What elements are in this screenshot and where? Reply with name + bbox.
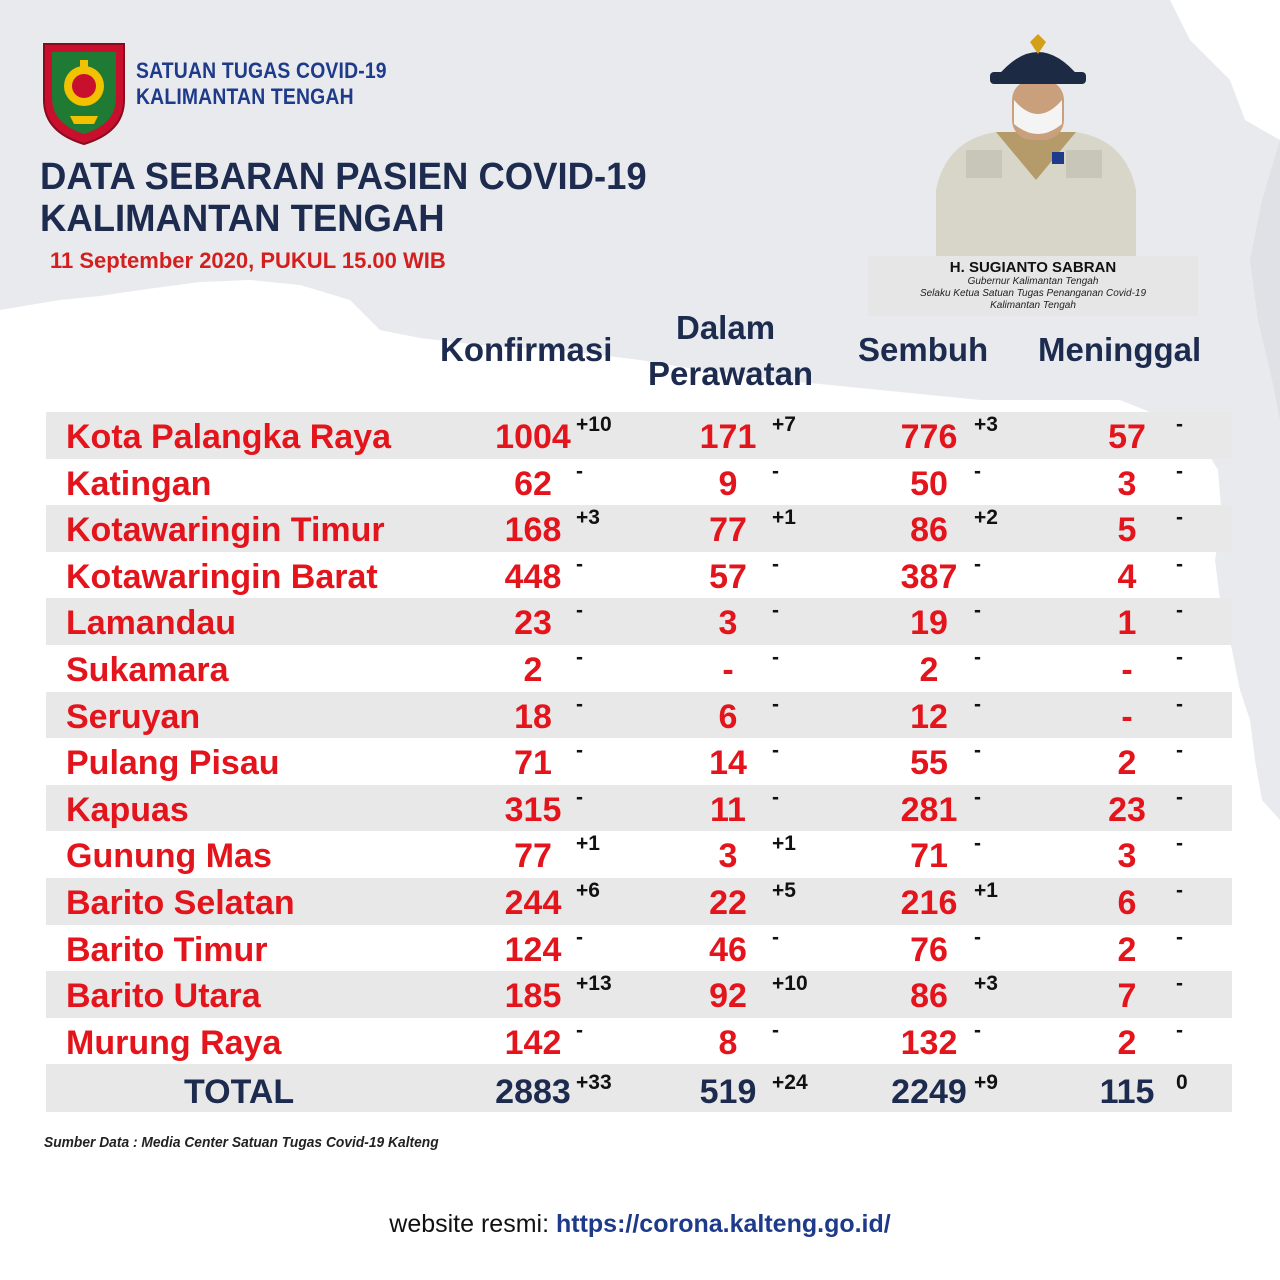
total-konfirmasi-delta: +33 (576, 1071, 612, 1095)
perawatan-delta: +1 (772, 506, 796, 530)
perawatan-value: 9 (718, 464, 738, 503)
data-table (46, 412, 1232, 1112)
perawatan-value: 22 (709, 883, 747, 922)
konfirmasi-delta: - (576, 739, 583, 763)
table-row (46, 785, 1232, 832)
meninggal-delta: - (1176, 972, 1183, 996)
region-name: Pulang Pisau (66, 744, 280, 783)
governor-photo (926, 20, 1146, 256)
total-meninggal-delta: 0 (1176, 1071, 1188, 1095)
meninggal-delta: - (1176, 645, 1183, 669)
perawatan-value: 11 (710, 790, 746, 829)
konfirmasi-value: 185 (504, 977, 562, 1016)
sembuh-value: 86 (910, 511, 948, 550)
konfirmasi-value: 62 (514, 464, 552, 503)
konfirmasi-value: 124 (504, 930, 562, 969)
website-label: website resmi: (389, 1210, 556, 1238)
sembuh-delta: +3 (974, 413, 998, 436)
perawatan-delta: +10 (772, 972, 808, 996)
konfirmasi-delta: - (576, 599, 583, 623)
perawatan-value: 8 (718, 1023, 738, 1062)
meninggal-value: 23 (1108, 790, 1146, 829)
meninggal-value: 3 (1117, 837, 1137, 876)
org-name-line2: KALIMANTAN TENGAH (136, 84, 354, 109)
konfirmasi-value: 18 (514, 697, 552, 736)
governor-caption (868, 256, 1198, 316)
sembuh-value: 76 (910, 930, 948, 969)
data-source-note: Sumber Data : Media Center Satuan Tugas Covid-19 Kalteng (44, 1134, 439, 1151)
table-row (46, 459, 1232, 506)
perawatan-delta: - (772, 645, 779, 669)
meninggal-value: 4 (1117, 557, 1137, 596)
page-title-line2: KALIMANTAN TENGAH (40, 198, 445, 240)
meninggal-delta: - (1176, 692, 1183, 716)
sembuh-delta: - (974, 785, 981, 809)
perawatan-value: 6 (718, 697, 738, 736)
website-line (0, 1210, 1280, 1239)
sembuh-value: 12 (910, 697, 948, 736)
table-row (46, 692, 1232, 739)
region-name: Kotawaringin Timur (66, 511, 385, 550)
website-url-link[interactable]: https://corona.kalteng.go.id/ (555, 1210, 891, 1238)
konfirmasi-value: 2 (523, 650, 543, 689)
konfirmasi-delta: - (576, 692, 583, 716)
konfirmasi-delta: +1 (576, 832, 600, 856)
perawatan-value: 77 (709, 511, 747, 550)
meninggal-delta: - (1176, 739, 1183, 763)
region-name: Kotawaringin Barat (66, 557, 378, 596)
governor-title1: Gubernur Kalimantan Tengah (967, 276, 1099, 287)
region-name: Sukamara (66, 650, 229, 689)
total-sembuh-delta: +9 (974, 1071, 998, 1095)
table-row (46, 412, 1232, 459)
sembuh-value: 19 (910, 604, 948, 643)
perawatan-value: 14 (709, 744, 747, 783)
kalteng-emblem-logo (40, 40, 128, 146)
region-name: Kota Palangka Raya (66, 418, 392, 456)
sembuh-value: 71 (910, 837, 948, 876)
region-name: Murung Raya (66, 1023, 282, 1062)
konfirmasi-delta: - (576, 785, 583, 809)
perawatan-delta: - (772, 1018, 779, 1042)
meninggal-value: - (1121, 650, 1133, 689)
table-row (46, 831, 1232, 878)
sembuh-value: 776 (900, 418, 958, 456)
perawatan-value: 92 (709, 977, 747, 1016)
governor-name: H. SUGIANTO SABRAN (949, 259, 1117, 276)
perawatan-delta: - (772, 739, 779, 763)
sembuh-delta: - (974, 692, 981, 716)
meninggal-value: - (1121, 697, 1133, 736)
konfirmasi-delta: +10 (576, 413, 612, 436)
sembuh-delta: - (974, 599, 981, 623)
konfirmasi-value: 1004 (495, 418, 571, 456)
table-row (46, 505, 1232, 552)
perawatan-delta: - (772, 599, 779, 623)
meninggal-value: 2 (1117, 744, 1137, 783)
region-name: Barito Utara (66, 977, 261, 1016)
konfirmasi-value: 77 (514, 837, 552, 876)
sembuh-value: 132 (900, 1023, 958, 1062)
konfirmasi-value: 71 (514, 744, 552, 783)
region-name: Lamandau (66, 604, 237, 643)
col-header-meninggal: Meninggal (1038, 331, 1202, 368)
table-row (46, 878, 1232, 925)
perawatan-delta: +5 (772, 878, 796, 902)
perawatan-delta: +7 (772, 413, 796, 436)
region-name: Kapuas (66, 790, 189, 829)
table-row (46, 598, 1232, 645)
meninggal-value: 2 (1117, 930, 1137, 969)
meninggal-value: 2 (1117, 1023, 1137, 1062)
meninggal-delta: - (1176, 459, 1183, 483)
konfirmasi-value: 142 (504, 1023, 562, 1062)
perawatan-value: 3 (718, 837, 738, 876)
konfirmasi-delta: +6 (576, 878, 600, 902)
konfirmasi-value: 244 (504, 883, 562, 922)
sembuh-delta: - (974, 459, 981, 483)
perawatan-delta: - (772, 459, 779, 483)
sembuh-delta: +2 (974, 506, 998, 530)
governor-title3: Kalimantan Tengah (990, 300, 1076, 311)
sembuh-value: 55 (910, 744, 948, 783)
meninggal-value: 7 (1117, 977, 1137, 1016)
meninggal-value: 5 (1117, 511, 1137, 550)
perawatan-value: 57 (709, 557, 747, 596)
perawatan-value: 46 (709, 930, 747, 969)
table-row (46, 552, 1232, 599)
sembuh-delta: - (974, 739, 981, 763)
perawatan-delta: - (772, 692, 779, 716)
sembuh-delta: +3 (974, 972, 998, 996)
org-name-line1: SATUAN TUGAS COVID-19 (136, 58, 387, 83)
total-meninggal: 115 (1099, 1073, 1155, 1112)
table-row (46, 738, 1232, 785)
table-row (46, 971, 1232, 1018)
region-name: Seruyan (66, 697, 201, 736)
meninggal-delta: - (1176, 925, 1183, 949)
report-date: 11 September 2020, PUKUL 15.00 WIB (50, 248, 446, 273)
konfirmasi-delta: +13 (576, 972, 612, 996)
konfirmasi-value: 448 (504, 557, 562, 596)
sembuh-delta: - (974, 1018, 981, 1042)
perawatan-delta: +1 (772, 832, 796, 856)
meninggal-delta: - (1176, 506, 1183, 530)
konfirmasi-delta: - (576, 1018, 583, 1042)
region-name: Gunung Mas (66, 837, 272, 876)
col-header-sembuh: Sembuh (858, 331, 989, 368)
meninggal-delta: - (1176, 785, 1183, 809)
sembuh-value: 86 (910, 977, 948, 1016)
konfirmasi-delta: - (576, 552, 583, 576)
sembuh-value: 2 (919, 650, 939, 689)
sembuh-delta: - (974, 832, 981, 856)
col-header-perawatan-line1: Dalam (676, 309, 776, 346)
total-sembuh: 2249 (891, 1073, 967, 1112)
col-header-konfirmasi: Konfirmasi (440, 331, 613, 368)
sembuh-delta: - (974, 925, 981, 949)
meninggal-delta: - (1176, 599, 1183, 623)
sembuh-value: 216 (900, 883, 958, 922)
perawatan-value: 171 (699, 418, 757, 456)
sembuh-value: 281 (900, 790, 958, 829)
meninggal-value: 1 (1117, 604, 1137, 643)
table-row (46, 1018, 1232, 1065)
perawatan-value: - (722, 650, 734, 689)
table-body (46, 412, 1232, 1064)
konfirmasi-delta: - (576, 459, 583, 483)
meninggal-delta: - (1176, 552, 1183, 576)
konfirmasi-value: 315 (504, 790, 562, 829)
konfirmasi-delta: - (576, 925, 583, 949)
region-name: Barito Selatan (66, 883, 295, 922)
meninggal-delta: - (1176, 832, 1183, 856)
meninggal-delta: - (1176, 413, 1183, 436)
meninggal-delta: - (1176, 1018, 1183, 1042)
perawatan-value: 3 (718, 604, 738, 643)
konfirmasi-delta: - (576, 645, 583, 669)
sembuh-delta: +1 (974, 878, 998, 902)
konfirmasi-delta: +3 (576, 506, 600, 530)
governor-title2: Selaku Ketua Satuan Tugas Penanganan Covid-19 (919, 288, 1147, 299)
sembuh-delta: - (974, 645, 981, 669)
col-header-perawatan-line2: Perawatan (648, 355, 814, 392)
sembuh-value: 50 (910, 464, 948, 503)
perawatan-delta: - (772, 552, 779, 576)
table-row (46, 645, 1232, 692)
page-title-line1: DATA SEBARAN PASIEN COVID-19 (40, 156, 647, 198)
region-name: Barito Timur (66, 930, 268, 969)
total-perawatan-delta: +24 (772, 1071, 808, 1095)
region-name: Katingan (66, 464, 212, 503)
meninggal-value: 57 (1108, 418, 1146, 456)
total-konfirmasi: 2883 (495, 1073, 571, 1112)
sembuh-delta: - (974, 552, 981, 576)
meninggal-value: 6 (1117, 883, 1137, 922)
konfirmasi-value: 23 (514, 604, 552, 643)
perawatan-delta: - (772, 785, 779, 809)
total-label: TOTAL (184, 1073, 295, 1112)
total-row (46, 1064, 1232, 1112)
konfirmasi-value: 168 (504, 511, 562, 550)
meninggal-delta: - (1176, 878, 1183, 902)
table-row (46, 925, 1232, 972)
perawatan-delta: - (772, 925, 779, 949)
total-perawatan: 519 (699, 1073, 757, 1112)
meninggal-value: 3 (1117, 464, 1137, 503)
sembuh-value: 387 (900, 557, 958, 596)
